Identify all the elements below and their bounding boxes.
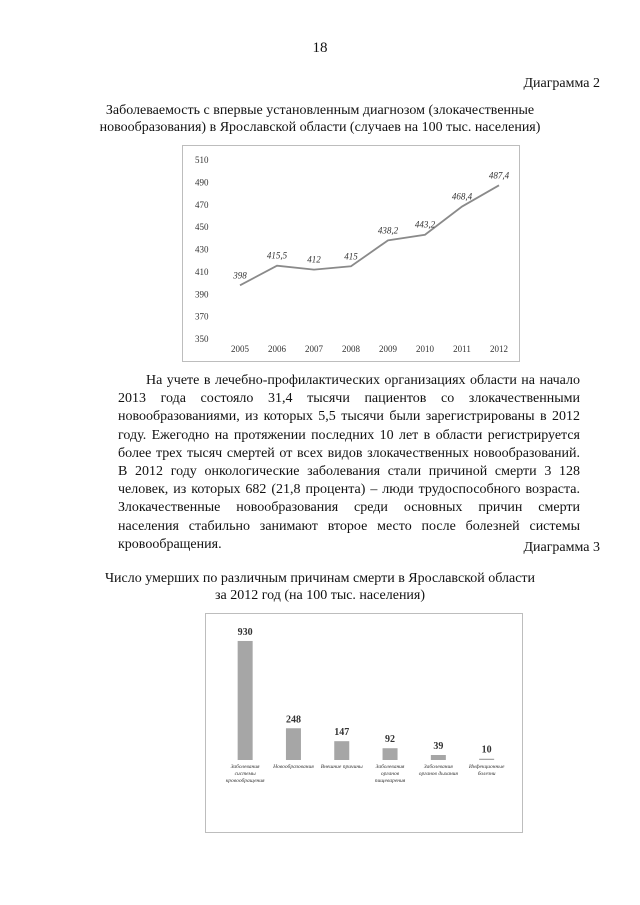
category-label: органов (380, 771, 400, 777)
y-tick-label: 390 (195, 289, 209, 300)
y-tick-label: 510 (195, 155, 209, 165)
bar-value-label: 92 (385, 734, 396, 746)
bar-chart-frame (205, 613, 523, 833)
x-tick-label: 2006 (268, 344, 286, 354)
x-tick-label: 2012 (490, 344, 508, 354)
y-tick-label: 430 (195, 244, 209, 255)
y-tick-label: 370 (195, 311, 209, 322)
bar-value-label: 147 (334, 727, 350, 739)
x-tick-label: 2009 (379, 344, 397, 354)
category-label: системы (234, 771, 256, 777)
category-label: Инфекционные (468, 764, 505, 770)
bar (383, 748, 398, 760)
category-label: болезни (477, 771, 496, 777)
page-number: 18 (312, 40, 328, 56)
bar-value-label: 248 (285, 714, 301, 726)
data-label: 487,4 (488, 170, 510, 181)
data-label: 398 (233, 270, 247, 281)
line-chart-frame (182, 145, 520, 362)
data-label: 412 (307, 254, 321, 265)
bar-chart (206, 614, 522, 832)
diagram-3-title-line-1: Число умерших по различным причинам смерти в Ярославской области (104, 571, 536, 586)
x-tick-label: 2011 (453, 344, 471, 354)
category-label: Заболевания (375, 764, 405, 770)
y-tick-label: 490 (195, 177, 209, 188)
diagram-3-title-line-2: за 2012 год (на 100 тыс. населения) (214, 588, 426, 603)
diagram-2-title-line-2: новообразования) в Ярославской области (случаев на 100 тыс. населения) (99, 120, 541, 135)
data-label: 415,5 (266, 250, 288, 261)
data-label: 443,2 (414, 219, 436, 230)
category-label: Заболевания (423, 764, 453, 770)
category-label: пищеварения (374, 778, 406, 784)
category-label: Внешние причины (320, 764, 363, 770)
data-label: 415 (344, 251, 358, 262)
x-tick-label: 2005 (231, 344, 249, 354)
bar (431, 755, 446, 760)
y-tick-label: 410 (195, 266, 209, 277)
diagram-3-label: Диаграмма 3 (523, 540, 600, 555)
body-paragraph: На учете в лечебно-профилактических организациях области на начало 2013 года состояло 31,4 тысячи пациентов со злокачественными новообразованиями, из которых 5,5 тысячи были зарегистрированы в 2012 году. Ежегодно на протяжении последних 10 лет в области регистрируется более трех тысяч смертей от всех видов злокачественных новообразований. В 2012 году онкологические заболевания стали причиной смерти 3 128 человек, из которых 682 (21,8 процента) – люди трудоспособного возраста. Злокачественные новообразования среди основных причин смерти населения стабильно занимают второе место после болезней системы кровообращения. (118, 373, 580, 552)
x-tick-label: 2010 (416, 344, 434, 354)
category-label: Заболевания (230, 764, 260, 770)
x-tick-label: 2007 (305, 344, 323, 354)
bar (479, 759, 494, 760)
bar-value-label: 930 (237, 626, 253, 638)
bar (334, 741, 349, 760)
category-label: кровообращения (225, 778, 265, 784)
data-label: 438,2 (377, 225, 399, 236)
diagram-2-label: Диаграмма 2 (523, 76, 600, 91)
diagram-2-title-line-1: Заболеваемость с впервые установленным диагнозом (злокачественные (105, 103, 535, 118)
y-tick-label: 470 (195, 199, 209, 210)
bar (238, 641, 253, 760)
data-label: 468,4 (451, 191, 473, 202)
x-tick-label: 2008 (342, 344, 360, 354)
diagram-2-title (90, 102, 550, 136)
bar-value-label: 39 (433, 741, 444, 753)
line-chart (183, 146, 519, 361)
category-label: органов дыхания (418, 771, 459, 777)
bar-value-label: 10 (481, 744, 492, 756)
category-label: Новообразования (273, 764, 314, 770)
bar (286, 728, 301, 760)
y-tick-label: 450 (195, 222, 209, 233)
y-tick-label: 350 (195, 334, 209, 344)
diagram-3-title (90, 570, 550, 604)
